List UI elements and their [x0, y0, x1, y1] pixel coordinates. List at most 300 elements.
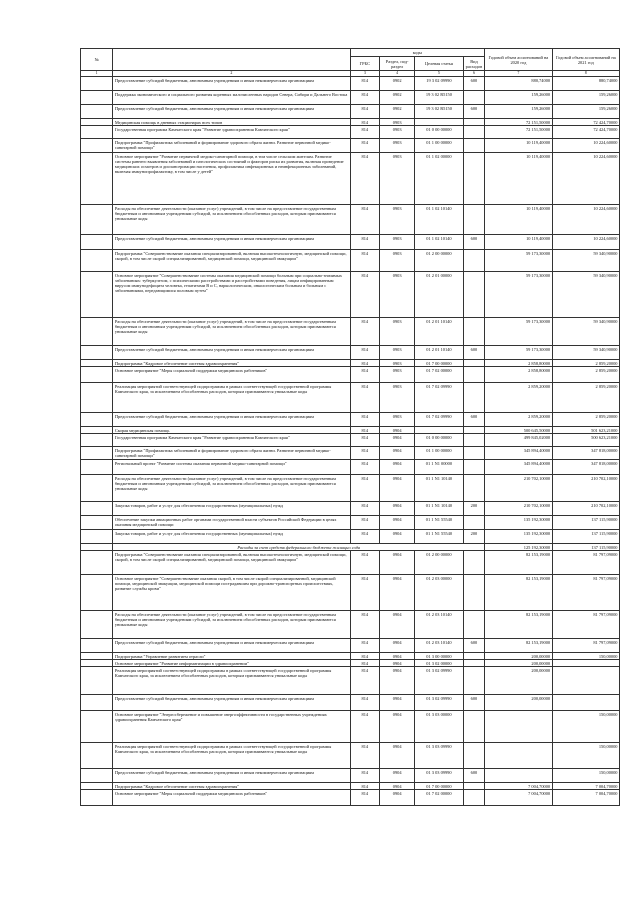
table-row	[81, 153, 620, 205]
cell-name: Подпрограмма "Профилактика заболеваний и формирование здорового образа жизни. Развитие первичной медико-санитарной помощи"	[113, 447, 350, 460]
cell-year-2021: 7 004,70000	[552, 790, 619, 806]
cell-expense-type: 200	[463, 502, 485, 516]
cell-expense-type	[463, 434, 485, 447]
header-year-2020: Годовой объем ассигнований на 2020 год	[485, 49, 552, 71]
cell-expense-type	[463, 119, 485, 126]
cell-num	[81, 611, 113, 639]
cell-num	[81, 318, 113, 346]
cell-num	[81, 667, 113, 695]
cell-target: 01 3 03 00000	[415, 711, 464, 743]
cell-name: Реализация мероприятий соответствующей подпрограммы в рамках соответствующей государственной программы Камчатского края, за исключением обособленных расходов, которым присваиваются уникальные коды	[113, 667, 350, 695]
cell-year-2020: 125 192,30000	[485, 544, 552, 551]
cell-razdel: 0903	[380, 367, 415, 383]
cell-expense-type	[463, 711, 485, 743]
cell-target: 01 1 00 00000	[415, 447, 464, 460]
cell-grbs: 814	[350, 413, 380, 427]
cell-year-2021: 159,26000	[552, 91, 619, 105]
cell-year-2021: 501 623,21000	[552, 427, 619, 434]
cell-target: 01 7 00 00000	[415, 783, 464, 790]
cell-name: Подпрограмма "Совершенствование оказания специализированной, включая высокотехнологичную, медицинской помощи, скорой, в том числе скорой специализированной, медицинской помощи, медицинской эвакуации"	[113, 250, 350, 272]
cell-year-2020: 500 645,50000	[485, 427, 552, 434]
cell-target: 01 1 02 00000	[415, 153, 464, 205]
table-row	[81, 653, 620, 660]
table-row	[81, 743, 620, 769]
cell-year-2021: 150,00000	[552, 653, 619, 660]
cell-num	[81, 575, 113, 611]
cell-razdel: 0904	[380, 434, 415, 447]
cell-year-2021: 59 340,90000	[552, 346, 619, 360]
cell-grbs: 814	[350, 434, 380, 447]
cell-year-2020: 82 153,19000	[485, 575, 552, 611]
table-row	[81, 105, 620, 119]
cell-grbs: 814	[350, 516, 380, 530]
cell-target: 01 1 N1 10140	[415, 475, 464, 502]
cell-name: Подпрограмма "Кадровое обеспечение системы здравоохранения"	[113, 360, 350, 367]
cell-expense-type	[463, 250, 485, 272]
column-index: 7	[485, 71, 552, 77]
cell-razdel: 0904	[380, 639, 415, 653]
cell-num	[81, 205, 113, 235]
cell-target: 01 7 00 00000	[415, 360, 464, 367]
cell-name: Поддержка экономического и социального развития коренных малочисленных народов Севера, Сибири и Дальнего Востока	[113, 91, 350, 105]
cell-name: Медицинская помощь в дневных стационарах всех типов	[113, 119, 350, 126]
cell-year-2020: 59 173,30000	[485, 346, 552, 360]
cell-target: 01 1 N1 55540	[415, 516, 464, 530]
cell-num	[81, 551, 113, 575]
column-index: 2	[113, 71, 350, 77]
cell-expense-type	[463, 743, 485, 769]
cell-year-2020: 10 119,40000	[485, 235, 552, 250]
cell-grbs: 814	[350, 660, 380, 667]
cell-name: Расходы на обеспечение деятельности (оказание услуг) учреждений, в том числе на предоставление государственным бюджетным и автономным учреждениям субсидий, за исключением обособленных расходов, которым присваиваются уникальные коды	[113, 611, 350, 639]
cell-target: 01 1 N1 10140	[415, 502, 464, 516]
cell-year-2021: 210 702,10000	[552, 502, 619, 516]
header-target: Целевая статья	[415, 57, 464, 71]
cell-grbs: 814	[350, 126, 380, 139]
cell-target: 01 7 02 00000	[415, 790, 464, 806]
table-row	[81, 695, 620, 711]
cell-razdel: 0904	[380, 611, 415, 639]
cell-year-2020: 499 845,02000	[485, 434, 552, 447]
table-row	[81, 119, 620, 126]
cell-razdel: 0904	[380, 695, 415, 711]
table-row	[81, 413, 620, 427]
cell-num	[81, 105, 113, 119]
cell-year-2020: 59 173,30000	[485, 318, 552, 346]
cell-year-2020: 59 173,30000	[485, 272, 552, 318]
cell-grbs: 814	[350, 77, 380, 91]
cell-name: Государственная программа Камчатского края "Развитие здравоохранения Камчатского края"	[113, 434, 350, 447]
cell-razdel: 0903	[380, 119, 415, 126]
cell-name: Подпрограмма "Профилактика заболеваний и формирование здорового образа жизни. Развитие первичной медико-санитарной помощи"	[113, 139, 350, 153]
cell-expense-type	[463, 783, 485, 790]
cell-num	[81, 383, 113, 413]
cell-year-2020: 82 153,19000	[485, 639, 552, 653]
cell-year-2021	[552, 695, 619, 711]
table-row	[81, 530, 620, 544]
cell-target: 01 3 00 00000	[415, 653, 464, 660]
cell-target: 19 3 02 09990	[415, 77, 464, 91]
cell-num	[81, 235, 113, 250]
cell-expense-type	[463, 427, 485, 434]
cell-num	[81, 544, 113, 551]
cell-name: Подпрограмма "Совершенствование оказания специализированной, включая высокотехнологичную, медицинской помощи, скорой, в том числе скорой специализированной, медицинской помощи, медицинской эвакуации"	[113, 551, 350, 575]
cell-year-2021: 500 623,21000	[552, 434, 619, 447]
cell-razdel: 0904	[380, 516, 415, 530]
column-index: 8	[552, 71, 619, 77]
cell-grbs: 814	[350, 235, 380, 250]
cell-expense-type	[463, 653, 485, 660]
column-index: 3	[350, 71, 380, 77]
cell-name: Обеспечение закупки авиационных работ органами государственной власти субъектов Российской Федерации в целях оказания медицинской помощи	[113, 516, 350, 530]
cell-razdel: 0904	[380, 475, 415, 502]
cell-year-2021: 150,00000	[552, 769, 619, 783]
table-row	[81, 346, 620, 360]
cell-razdel: 0904	[380, 711, 415, 743]
cell-razdel: 0904	[380, 575, 415, 611]
cell-num	[81, 447, 113, 460]
cell-year-2020: 345 894,40000	[485, 447, 552, 460]
column-index: 6	[463, 71, 485, 77]
table-row	[81, 205, 620, 235]
column-index: 5	[415, 71, 464, 77]
cell-razdel: 0903	[380, 346, 415, 360]
cell-expense-type	[463, 205, 485, 235]
cell-grbs: 814	[350, 695, 380, 711]
table-row	[81, 660, 620, 667]
cell-razdel: 0903	[380, 153, 415, 205]
cell-num	[81, 639, 113, 653]
cell-num	[81, 711, 113, 743]
cell-year-2020: 10 119,40000	[485, 153, 552, 205]
table-row	[81, 318, 620, 346]
header-expense-type: Вид расходов	[463, 57, 485, 71]
cell-target: 01 2 01 10140	[415, 318, 464, 346]
cell-grbs: 814	[350, 475, 380, 502]
cell-year-2020: 7 004,70000	[485, 783, 552, 790]
cell-year-2020: 200,00000	[485, 667, 552, 695]
cell-year-2020: 159,26000	[485, 91, 552, 105]
cell-year-2020	[485, 711, 552, 743]
table-row	[81, 250, 620, 272]
cell-grbs: 814	[350, 530, 380, 544]
table-row	[81, 516, 620, 530]
cell-num	[81, 460, 113, 475]
cell-year-2021	[552, 667, 619, 695]
cell-year-2021: 2 859,20000	[552, 360, 619, 367]
cell-grbs: 814	[350, 427, 380, 434]
cell-year-2020: 880,74000	[485, 77, 552, 91]
cell-grbs: 814	[350, 639, 380, 653]
cell-year-2020: 345 894,40000	[485, 460, 552, 475]
cell-expense-type	[463, 667, 485, 695]
cell-year-2020: 82 153,19000	[485, 551, 552, 575]
cell-target: 01 1 00 00000	[415, 139, 464, 153]
cell-target	[415, 119, 464, 126]
cell-razdel: 0904	[380, 769, 415, 783]
cell-expense-type: 600	[463, 769, 485, 783]
cell-razdel: 0902	[380, 77, 415, 91]
cell-name: Закупка товаров, работ и услуг для обеспечения государственных (муниципальных) нужд	[113, 530, 350, 544]
cell-razdel: 0903	[380, 383, 415, 413]
cell-year-2021: 10 224,60000	[552, 139, 619, 153]
cell-num	[81, 119, 113, 126]
cell-year-2020: 10 119,40000	[485, 139, 552, 153]
cell-grbs: 814	[350, 653, 380, 660]
cell-grbs: 814	[350, 769, 380, 783]
cell-year-2021: 72 424,70000	[552, 119, 619, 126]
cell-year-2020: 210 702,10000	[485, 502, 552, 516]
cell-year-2020: 2 859,20000	[485, 413, 552, 427]
cell-razdel: 0903	[380, 272, 415, 318]
cell-razdel: 0903	[380, 413, 415, 427]
cell-expense-type: 600	[463, 639, 485, 653]
table-row	[81, 790, 620, 806]
cell-year-2021: 210 702,10000	[552, 475, 619, 502]
header-num: №	[81, 49, 113, 71]
cell-name: Основное мероприятие "Меры социальной поддержки медицинских работников"	[113, 367, 350, 383]
cell-name: Реализация мероприятий соответствующей подпрограммы в рамках соответствующей государственной программы Камчатского края, за исключением обособленных расходов, которым присваиваются уникальные коды	[113, 743, 350, 769]
header-codes: коды	[350, 49, 485, 57]
cell-target: 01 2 00 00000	[415, 250, 464, 272]
cell-year-2021: 10 224,60000	[552, 205, 619, 235]
table-row	[81, 139, 620, 153]
table-row	[81, 544, 620, 551]
cell-year-2021: 880,74000	[552, 77, 619, 91]
cell-target: 01 1 N1 55540	[415, 530, 464, 544]
cell-expense-type	[463, 272, 485, 318]
cell-num	[81, 783, 113, 790]
cell-razdel: 0903	[380, 235, 415, 250]
table-row	[81, 77, 620, 91]
cell-razdel: 0904	[380, 502, 415, 516]
table-row	[81, 475, 620, 502]
cell-name: Скорая медицинская помощь	[113, 427, 350, 434]
cell-target: 01 3 02 09990	[415, 667, 464, 695]
cell-name: Предоставление субсидий бюджетным, автономным учреждениям и иным некоммерческим организациям	[113, 105, 350, 119]
cell-year-2021: 59 340,90000	[552, 272, 619, 318]
cell-target: 01 0 00 00000	[415, 126, 464, 139]
cell-name: Предоставление субсидий бюджетным, автономным учреждениям и иным некоммерческим организациям	[113, 695, 350, 711]
cell-razdel: 0902	[380, 105, 415, 119]
cell-year-2021: 81 797,09000	[552, 575, 619, 611]
cell-year-2020	[485, 743, 552, 769]
cell-grbs: 814	[350, 667, 380, 695]
cell-num	[81, 516, 113, 530]
cell-name: Государственная программа Камчатского края "Развитие здравоохранения Камчатского края"	[113, 126, 350, 139]
cell-razdel: 0904	[380, 427, 415, 434]
cell-year-2020: 7 004,70000	[485, 790, 552, 806]
cell-num	[81, 695, 113, 711]
cell-razdel: 0903	[380, 205, 415, 235]
cell-year-2020: 200,00000	[485, 653, 552, 660]
cell-target: 01 7 02 09990	[415, 413, 464, 427]
cell-num	[81, 413, 113, 427]
cell-num	[81, 272, 113, 318]
cell-grbs: 814	[350, 153, 380, 205]
header-name	[113, 49, 350, 71]
cell-expense-type: 600	[463, 695, 485, 711]
cell-target: 01 3 02 09990	[415, 695, 464, 711]
table-row	[81, 367, 620, 383]
cell-razdel: 0904	[380, 653, 415, 660]
cell-name: Предоставление субсидий бюджетным, автономным учреждениям и иным некоммерческим организациям	[113, 235, 350, 250]
cell-year-2021: 347 818,00000	[552, 447, 619, 460]
cell-name: Основное мероприятие "Меры социальной поддержки медицинских работников"	[113, 790, 350, 806]
cell-year-2021: 7 004,70000	[552, 783, 619, 790]
cell-name: Предоставление субсидий бюджетным, автономным учреждениям и иным некоммерческим организациям	[113, 639, 350, 653]
cell-expense-type: 600	[463, 105, 485, 119]
cell-year-2021: 137 115,90000	[552, 544, 619, 551]
cell-grbs: 814	[350, 790, 380, 806]
cell-target: 19 3 02 R5150	[415, 91, 464, 105]
cell-expense-type	[463, 383, 485, 413]
cell-year-2020: 135 192,30000	[485, 516, 552, 530]
cell-name: Основное мероприятие "Энергосбережение и повышение энергоэффективности в государственных учреждениях здравоохранения Камчатского края"	[113, 711, 350, 743]
cell-num	[81, 660, 113, 667]
cell-num	[81, 769, 113, 783]
cell-year-2020: 2 858,80000	[485, 360, 552, 367]
cell-num	[81, 77, 113, 91]
cell-expense-type	[463, 475, 485, 502]
cell-name: Закупка товаров, работ и услуг для обеспечения государственных (муниципальных) нужд	[113, 502, 350, 516]
cell-expense-type: 200	[463, 530, 485, 544]
column-index: 4	[380, 71, 415, 77]
cell-year-2021: 347 818,00000	[552, 460, 619, 475]
table-row	[81, 711, 620, 743]
cell-target: 01 2 01 10140	[415, 346, 464, 360]
table-row	[81, 360, 620, 367]
cell-num	[81, 250, 113, 272]
cell-year-2021: 2 859,20000	[552, 383, 619, 413]
cell-year-2021: 150,00000	[552, 743, 619, 769]
cell-name: Подпрограмма "Управление развитием отрасли"	[113, 653, 350, 660]
cell-razdel: 0904	[380, 530, 415, 544]
cell-grbs: 814	[350, 318, 380, 346]
header-year-2021: Годовой объем ассигнований на 2021 год	[552, 49, 619, 71]
cell-razdel: 0903	[380, 139, 415, 153]
cell-name: Подпрограмма "Кадровое обеспечение системы здравоохранения"	[113, 783, 350, 790]
cell-expense-type	[463, 660, 485, 667]
cell-expense-type	[463, 360, 485, 367]
cell-target: 01 3 02 00000	[415, 660, 464, 667]
cell-grbs: 814	[350, 611, 380, 639]
cell-expense-type	[463, 516, 485, 530]
cell-target: 19 3 02 R5150	[415, 105, 464, 119]
cell-expense-type	[463, 460, 485, 475]
cell-razdel: 0904	[380, 667, 415, 695]
cell-year-2021: 59 340,90000	[552, 318, 619, 346]
table-row	[81, 502, 620, 516]
cell-year-2021: 10 224,60000	[552, 235, 619, 250]
cell-expense-type: 600	[463, 413, 485, 427]
cell-grbs: 814	[350, 551, 380, 575]
cell-target: 01 7 02 09990	[415, 383, 464, 413]
cell-year-2021: 150,00000	[552, 711, 619, 743]
cell-year-2021: 2 859,20000	[552, 413, 619, 427]
table-row	[81, 667, 620, 695]
cell-target: 01 2 01 00000	[415, 272, 464, 318]
cell-grbs: 814	[350, 91, 380, 105]
cell-target: 01 1 02 10140	[415, 235, 464, 250]
cell-year-2020: 82 153,19000	[485, 611, 552, 639]
cell-razdel: 0902	[380, 91, 415, 105]
cell-year-2020: 72 151,50000	[485, 119, 552, 126]
table-row	[81, 427, 620, 434]
cell-grbs: 814	[350, 346, 380, 360]
cell-razdel: 0904	[380, 783, 415, 790]
cell-grbs: 814	[350, 783, 380, 790]
cell-num	[81, 790, 113, 806]
cell-expense-type	[463, 126, 485, 139]
cell-razdel: 0904	[380, 460, 415, 475]
cell-grbs: 814	[350, 367, 380, 383]
cell-expense-type	[463, 91, 485, 105]
cell-year-2020: 72 151,50000	[485, 126, 552, 139]
cell-num	[81, 427, 113, 434]
cell-expense-type	[463, 611, 485, 639]
cell-target: 01 3 03 09990	[415, 769, 464, 783]
cell-name: Реализация мероприятий соответствующей подпрограммы в рамках соответствующей государственной программы Камчатского края, за исключением обособленных расходов, которым присваиваются уникальные коды	[113, 383, 350, 413]
cell-num	[81, 475, 113, 502]
cell-grbs: 814	[350, 250, 380, 272]
cell-razdel: 0904	[380, 790, 415, 806]
cell-year-2021	[552, 660, 619, 667]
cell-grbs: 814	[350, 447, 380, 460]
cell-grbs: 814	[350, 575, 380, 611]
cell-razdel: 0904	[380, 447, 415, 460]
cell-year-2020: 135 192,30000	[485, 530, 552, 544]
cell-target: 01 2 03 00000	[415, 575, 464, 611]
cell-name: Предоставление субсидий бюджетным, автономным учреждениям и иным некоммерческим организациям	[113, 413, 350, 427]
cell-year-2021: 81 797,09000	[552, 611, 619, 639]
cell-target: 01 1 N1 00000	[415, 460, 464, 475]
cell-grbs: 814	[350, 360, 380, 367]
cell-expense-type: 600	[463, 346, 485, 360]
cell-year-2021: 72 424,70000	[552, 126, 619, 139]
cell-num	[81, 126, 113, 139]
cell-name: Расходы на обеспечение деятельности (оказание услуг) учреждений, в том числе на предоставление государственным бюджетным и автономным учреждениям субсидий, за исключением обособленных расходов, которым присваиваются уникальные коды	[113, 205, 350, 235]
cell-expense-type	[463, 575, 485, 611]
cell-num	[81, 360, 113, 367]
cell-name: Основное мероприятие "Развитие первичной медико-санитарной помощи, в том числе сельским жителям. Развитие системы раннего выявления заболеваний и патологических состояний и факторов риска их развития, включая проведение медицинских осмотров и диспансеризации населения, профилактика инфекционных и неинфекционных заболеваний, включая иммунопрофилактику, в том числе у детей"	[113, 153, 350, 205]
cell-name: Предоставление субсидий бюджетным, автономным учреждениям и иным некоммерческим организациям	[113, 769, 350, 783]
cell-target: 01 1 02 10140	[415, 205, 464, 235]
cell-year-2021: 59 340,90000	[552, 250, 619, 272]
table-row	[81, 434, 620, 447]
cell-year-2020: 210 702,10000	[485, 475, 552, 502]
cell-name: Региональный проект "Развитие системы оказания первичной медико-санитарной помощи"	[113, 460, 350, 475]
cell-grbs: 814	[350, 743, 380, 769]
cell-grbs: 814	[350, 502, 380, 516]
cell-year-2021: 137 115,90000	[552, 530, 619, 544]
cell-expense-type	[463, 153, 485, 205]
cell-razdel: 0903	[380, 318, 415, 346]
cell-year-2021: 159,26000	[552, 105, 619, 119]
cell-year-2021: 137 115,90000	[552, 516, 619, 530]
cell-year-2020: 10 119,40000	[485, 205, 552, 235]
cell-grbs: 814	[350, 119, 380, 126]
cell-grbs: 814	[350, 205, 380, 235]
cell-year-2021: 81 797,09000	[552, 639, 619, 653]
cell-num	[81, 153, 113, 205]
cell-year-2020: 59 173,30000	[485, 250, 552, 272]
cell-expense-type: 600	[463, 77, 485, 91]
cell-razdel: 0903	[380, 360, 415, 367]
cell-num	[81, 139, 113, 153]
cell-expense-type	[463, 447, 485, 460]
cell-name: Основное мероприятие "Совершенствование системы оказания медицинской помощи больным при социально-значимых заболеваниях: туберкулезом, с психическими расстройствами и расстройствами поведения, лицам инфицированным вирусом иммунодефицита человека, гепатитами B и C, наркологическим, онкологическим больным и больным с заболеваниями, передающимися половым путем"	[113, 272, 350, 318]
